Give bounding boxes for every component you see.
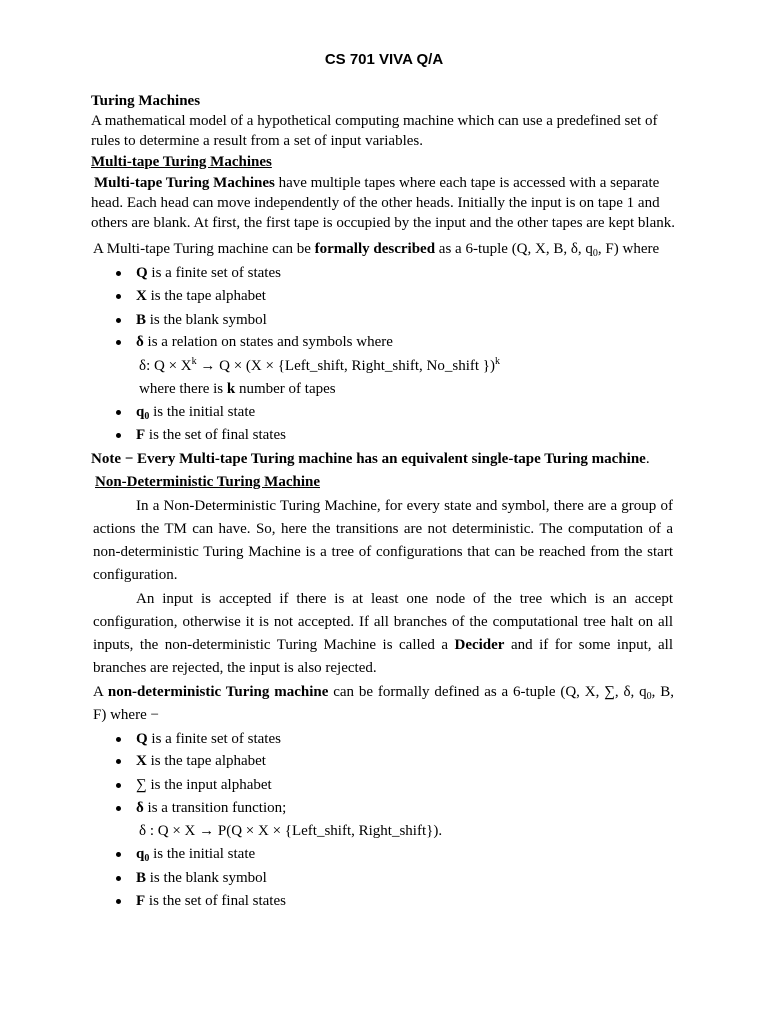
list-item-text: is the blank symbol	[146, 870, 267, 886]
term-decider: Decider	[454, 637, 505, 653]
paragraph-text: have multiple tapes where each tape is accessed with a separate	[274, 175, 660, 191]
symbol-subscript: 0	[144, 411, 150, 422]
formula-note-text: where there is	[139, 381, 227, 397]
list-item-x	[136, 287, 266, 305]
list-bullet	[116, 433, 121, 438]
paragraph-line	[93, 636, 673, 654]
paragraph-line: non-deterministic Turing Machine is a tree of configurations that can be reached from the start	[93, 544, 673, 560]
list-item-symbol: F	[136, 427, 146, 443]
list-item-symbol: Q	[136, 265, 148, 281]
paragraph-line: actions the TM can have. So, here the transitions are not deterministic. The computation of a	[93, 521, 673, 537]
list-bullet	[116, 852, 121, 857]
list-item-b	[136, 869, 267, 887]
list-item-text: is the set of final states	[145, 893, 286, 909]
paragraph-line: others are blank. At first, the first tape is occupied by the input and the other tapes are kept blank.	[91, 215, 675, 231]
paragraph-text: and if for some input, all	[504, 637, 673, 653]
list-bullet	[116, 806, 121, 811]
list-item-text: is a relation on states and symbols where	[143, 334, 393, 350]
list-bullet	[116, 340, 121, 345]
paragraph-line: rules to determine a result from a set of input variables.	[91, 133, 423, 149]
transition-formula	[139, 357, 500, 375]
list-item-b	[136, 311, 267, 329]
note-text: Note − Every Multi-tape Turing machine has an equivalent single-tape Turing machine	[91, 451, 646, 467]
definition-text: A Multi-tape Turing machine can be	[93, 241, 315, 257]
list-item-text: is a transition function;	[143, 800, 287, 816]
definition-emphasis: non-deterministic Turing machine	[107, 684, 329, 700]
section-heading-non-deterministic: Non-Deterministic Turing Machine	[95, 474, 320, 490]
definition-text: A	[93, 684, 108, 700]
paragraph-line: branches are rejected, the input is also rejected.	[93, 660, 377, 676]
list-item-symbol	[136, 404, 149, 420]
list-item-text: is the blank symbol	[146, 312, 267, 328]
list-item-symbol: δ	[136, 334, 144, 350]
list-item-symbol: ∑	[136, 777, 147, 793]
list-item-sigma	[136, 776, 272, 794]
list-bullet	[116, 410, 121, 415]
definition-emphasis: formally described	[314, 241, 436, 257]
paragraph-line: configuration, otherwise it is not accepted. If all branches of the computational tree halt on all	[93, 614, 673, 630]
tuple-definition	[93, 240, 659, 258]
note-line	[91, 450, 650, 468]
symbol-subscript: 0	[144, 853, 150, 864]
definition-text: , B,	[651, 684, 674, 700]
paragraph-line	[94, 174, 659, 192]
list-item-x	[136, 752, 266, 770]
formula-note	[139, 380, 336, 398]
definition-text: can be formally defined as a 6-tuple (Q, X, ∑, δ, q	[328, 684, 647, 700]
list-item-symbol: F	[136, 893, 146, 909]
paragraph-line: configuration.	[93, 567, 178, 583]
list-item-text: is the input alphabet	[146, 777, 272, 793]
list-bullet	[116, 876, 121, 881]
list-bullet	[116, 759, 121, 764]
list-item-symbol: Q	[136, 731, 148, 747]
list-item-text: is the initial state	[149, 404, 256, 420]
list-item-q0	[136, 845, 255, 863]
list-bullet	[116, 783, 121, 788]
list-item-text: is the set of final states	[145, 427, 286, 443]
paragraph-line: An input is accepted if there is at least one node of the tree which is an accept	[136, 591, 673, 607]
list-item-symbol: B	[136, 312, 147, 328]
list-item-symbol: X	[136, 753, 147, 769]
note-end: .	[645, 451, 650, 467]
paragraph-line: A mathematical model of a hypothetical computing machine which can use a predefined set of	[91, 113, 658, 129]
list-item-symbol	[136, 846, 149, 862]
list-item-delta	[136, 799, 286, 817]
paragraph-text: inputs, the non-deterministic Turing Machine is called a	[93, 637, 455, 653]
symbol-base: q	[136, 846, 145, 862]
formula-note-variable: k	[226, 381, 236, 397]
formula-text: δ: Q × X	[139, 358, 192, 374]
list-item-symbol: X	[136, 288, 147, 304]
symbol-base: q	[136, 404, 145, 420]
list-bullet	[116, 271, 121, 276]
section-heading-turing-machines: Turing Machines	[91, 93, 201, 109]
list-item-text: is a finite set of states	[147, 731, 281, 747]
list-item-text: is the tape alphabet	[146, 753, 266, 769]
subscript: 0	[646, 691, 652, 702]
list-bullet	[116, 294, 121, 299]
list-bullet	[116, 737, 121, 742]
superscript: k	[191, 356, 197, 367]
list-item-q	[136, 730, 281, 748]
paragraph-line: In a Non-Deterministic Turing Machine, for every state and symbol, there are a group of	[136, 498, 673, 514]
list-item-symbol: δ	[136, 800, 144, 816]
subscript: 0	[592, 248, 598, 259]
tuple-definition-continued: F) where −	[93, 707, 159, 723]
definition-text: , F) where	[597, 241, 660, 257]
superscript: k	[495, 356, 501, 367]
definition-text: as a 6-tuple (Q, X, B, δ, q	[435, 241, 593, 257]
list-bullet	[116, 899, 121, 904]
list-item-symbol: B	[136, 870, 147, 886]
list-item-text: is the initial state	[149, 846, 256, 862]
tuple-definition	[93, 683, 674, 701]
list-item-f	[136, 426, 286, 444]
formula-note-text: number of tapes	[235, 381, 336, 397]
list-item-f	[136, 892, 286, 910]
formula-text: → Q × (X × {Left_shift, Right_shift, No_shift })	[196, 358, 496, 374]
list-item-text: is a finite set of states	[147, 265, 281, 281]
section-heading-multi-tape: Multi-tape Turing Machines	[91, 154, 272, 170]
list-bullet	[116, 318, 121, 323]
transition-formula: δ : Q × X → P(Q × X × {Left_shift, Right_shift}).	[139, 823, 443, 839]
paragraph-line: head. Each head can move independently of the other heads. Initially the input is on tape 1 and	[91, 195, 660, 211]
term-multi-tape: Multi-tape Turing Machines	[94, 175, 275, 191]
list-item-q	[136, 264, 281, 282]
list-item-delta	[136, 333, 393, 351]
document-title: CS 701 VIVA Q/A	[324, 51, 444, 68]
list-item-q0	[136, 403, 255, 421]
list-item-text: is the tape alphabet	[146, 288, 266, 304]
